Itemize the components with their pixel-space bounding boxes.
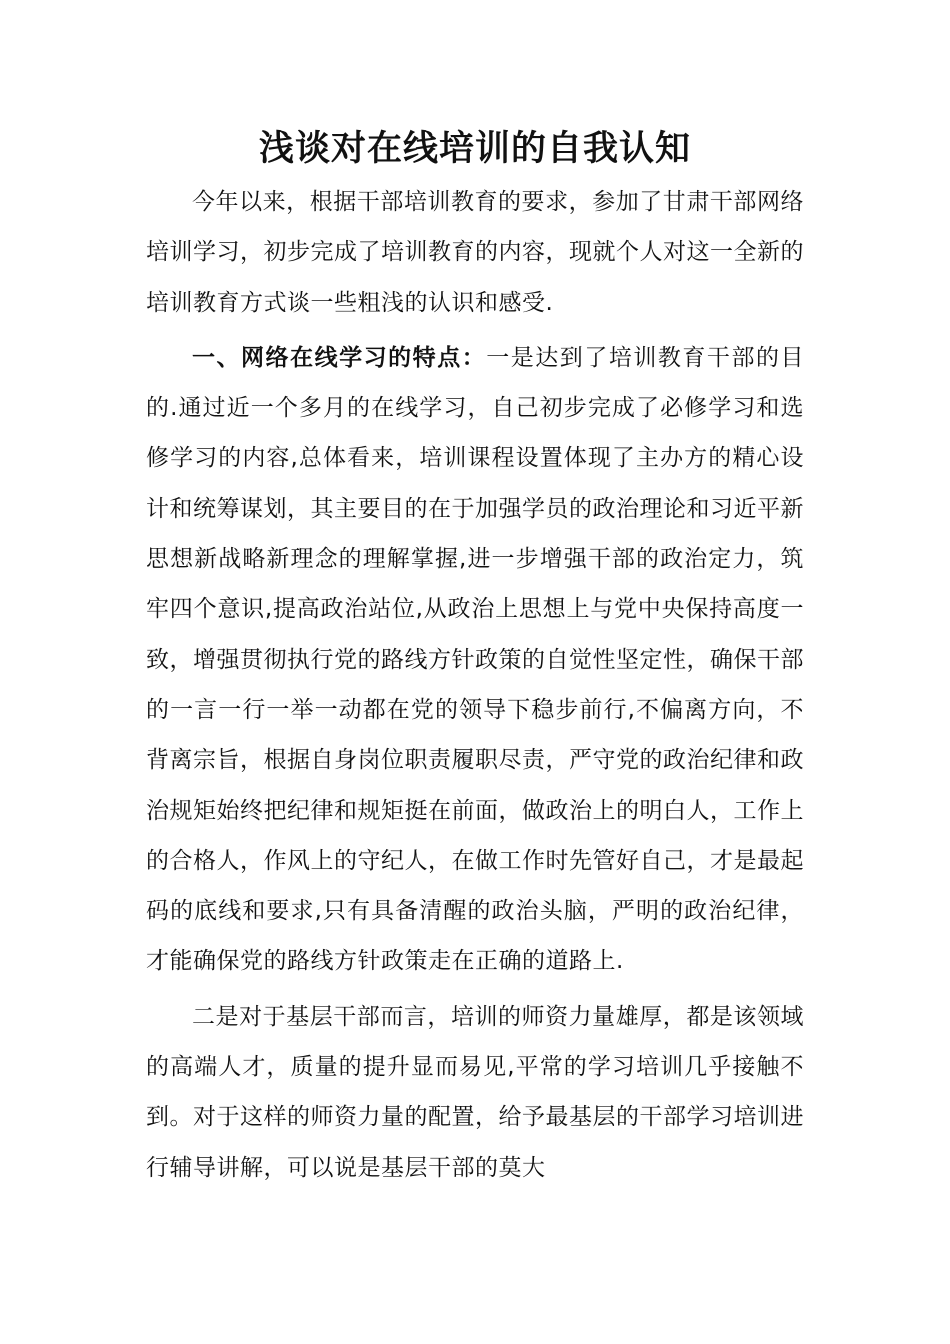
document-title: 浅谈对在线培训的自我认知 <box>258 129 691 169</box>
paragraph-text: 二是对于基层干部而言，培训的师资力量雄厚，都是该领域的高端人才，质量的提升显而易见,平常的学习培训几乎接触不到。对于这样的师资力量的配置，给予最基层的干部学习培训进行辅导讲解，可以说是基层干部的莫大 <box>146 1003 804 1181</box>
paragraph-text: 一是达到了培训教育干部的目的.通过近一个多月的在线学习，自己初步完成了必修学习和选修学习的内容,总体看来，培训课程设置体现了主办方的精心设计和统筹谋划，其主要目的在于加强学员的政治理论和习近平新思想新战略新理念的理解掌握,进一步增强干部的政治定力，筑牢四个意识,提高政治站位,从政治上思想上与党中央保持高度一致，增强贯彻执行党的路线方针政策的自觉性坚定性，确保干部的一言一行一举一动都在党的领导下稳步前行,不偏离方向，不背离宗旨，根据自身岗位职责履职尽责，严守党的政治纪律和政治规矩始终把纪律和规矩挺在前面，做政治上的明白人，工作上的合格人，作风上的守纪人，在做工作时先管好自己，才是最起码的底线和要求,只有具备清醒的政治头脑，严明的政治纪律，才能确保党的路线方针政策走在正确的道路上. <box>146 344 805 975</box>
paragraph-intro <box>146 177 804 328</box>
paragraph-text: 今年以来，根据干部培训教育的要求，参加了甘肃干部网络培训学习，初步完成了培训教育的内容，现就个人对这一全新的培训教育方式谈一些粗浅的认识和感受. <box>146 189 804 316</box>
paragraph-point-two <box>146 992 804 1193</box>
section-heading: 一、网络在线学习的特点： <box>192 344 487 371</box>
paragraph-section-one <box>146 333 804 987</box>
document-body <box>146 177 804 1193</box>
